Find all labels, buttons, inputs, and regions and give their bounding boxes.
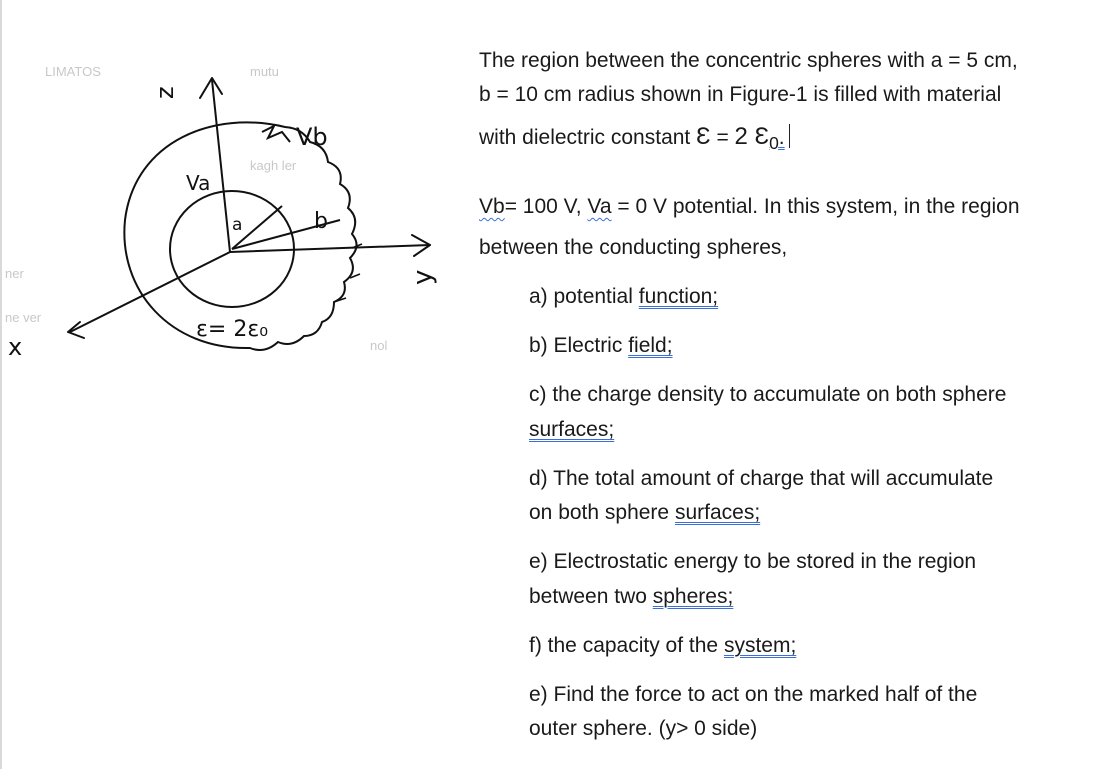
- question-a-underlined: function;: [638, 285, 719, 308]
- subscript-zero: 0: [769, 133, 779, 154]
- y-axis-label: y: [408, 269, 438, 285]
- vb-label: Vb: [296, 123, 328, 151]
- question-c-line1: c) the charge density to accumulate on both sphere: [529, 383, 1007, 406]
- bleed-through-text: nol: [370, 338, 388, 353]
- question-e-underlined: spheres;: [652, 585, 734, 608]
- equals-sign: =: [710, 126, 735, 149]
- question-g-line2: outer sphere. (y> 0 side): [529, 717, 758, 740]
- paragraph1-line1: The region between the concentric spheres with a = 5 cm,: [479, 49, 1018, 72]
- dielectric-text: with dielectric constant: [479, 126, 697, 149]
- question-d-text: on both sphere: [529, 501, 675, 524]
- question-e-text: between two: [529, 585, 653, 608]
- paragraph1-line2: b = 10 cm radius shown in Figure-1 is filled with material: [479, 83, 1002, 106]
- question-e-line1: e) Electrostatic energy to be stored in the region: [529, 550, 977, 573]
- question-b-underlined: field;: [628, 334, 673, 357]
- question-a: [529, 284, 718, 310]
- concentric-spheres-figure: [0, 30, 470, 390]
- question-e-line2: [529, 584, 733, 610]
- question-f-underlined: system;: [723, 634, 797, 657]
- radius-a-label: a: [232, 215, 243, 235]
- question-c-underlined: surfaces;: [529, 418, 615, 441]
- question-c-line2: [529, 417, 614, 443]
- z-axis-label: z: [151, 86, 179, 99]
- bleed-through-text: LIMATOS: [45, 64, 101, 79]
- bleed-through-text: kagh ler: [250, 158, 297, 173]
- text-cursor[interactable]: [789, 124, 790, 148]
- period: .: [778, 126, 785, 149]
- permittivity-label: ε= 2ε₀: [196, 317, 269, 342]
- question-d-line1: d) The total amount of charge that will accumulate: [529, 467, 994, 490]
- va-term: Va: [587, 195, 612, 218]
- outer-sphere: [124, 122, 356, 350]
- x-axis-label: x: [8, 333, 23, 361]
- bleed-through-text: ner: [5, 266, 24, 281]
- question-d-line2: [529, 500, 760, 526]
- question-b-text: b) Electric: [529, 334, 629, 357]
- paragraph2-line2: between the conducting spheres,: [479, 236, 788, 259]
- bleed-through-text: ne ver: [5, 310, 42, 325]
- question-f: [529, 633, 796, 659]
- epsilon-subscript: [769, 126, 785, 154]
- question-d-underlined: surfaces;: [674, 501, 761, 524]
- va-value: = 0 V potential. In this system, in the region: [611, 195, 1020, 218]
- y-side-hatch: [334, 244, 362, 302]
- question-f-text: f) the capacity of the: [529, 634, 724, 657]
- vb-term: Vb: [479, 195, 505, 218]
- vb-value: = 100 V,: [504, 195, 588, 218]
- question-a-text: a) potential: [529, 285, 639, 308]
- radius-b-label: b: [314, 209, 328, 234]
- vb-marker-squiggle: [262, 126, 290, 142]
- epsilon-value: 2 Ɛ: [734, 123, 770, 150]
- epsilon-symbol: Ɛ: [696, 123, 711, 150]
- question-b: [529, 333, 673, 359]
- bleed-through-text: mutu: [250, 64, 279, 79]
- paragraph2-line1: [479, 194, 1020, 220]
- va-label: Va: [186, 171, 211, 195]
- y-axis: [230, 235, 430, 256]
- z-axis: [200, 78, 230, 252]
- question-g-line1: e) Find the force to act on the marked half of the: [529, 683, 978, 706]
- paragraph1-line3: [479, 124, 790, 156]
